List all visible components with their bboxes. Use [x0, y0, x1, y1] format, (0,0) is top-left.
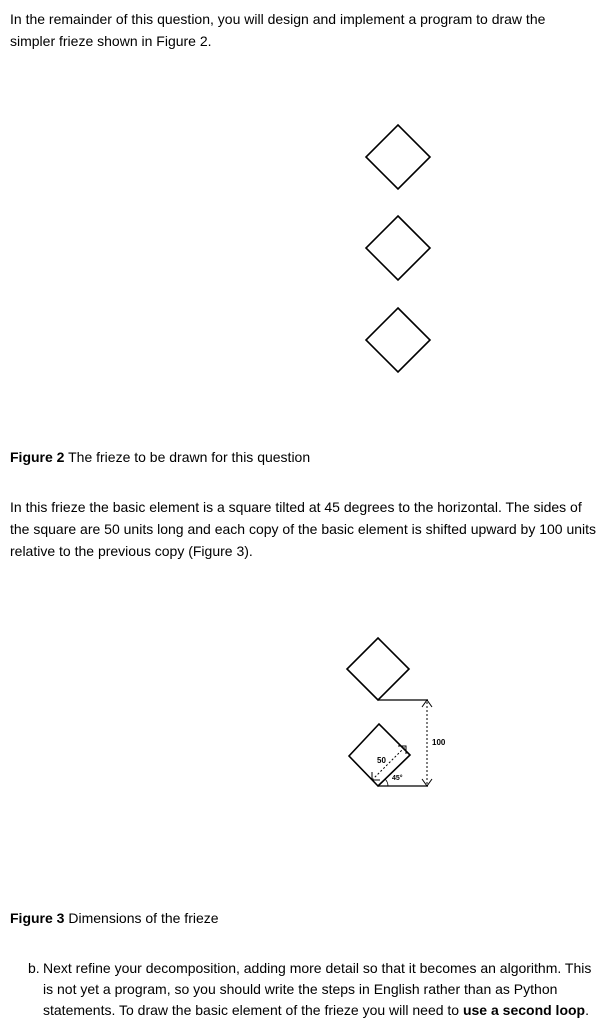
figure-3-dimensions: [330, 620, 480, 800]
figure-2-caption-text: The frieze to be drawn for this question: [64, 449, 311, 465]
shift-distance-label: 100: [432, 738, 446, 747]
frieze-diamond-top: [366, 125, 430, 189]
figure-2-caption: [10, 447, 310, 467]
angle-label: 45°: [392, 775, 403, 782]
part-b-text-main: Next refine your decomposition, adding more detail so that it becomes an algorithm. This is not yet a program, so you should write the steps in English rather than as Python statements. To draw the basic element of the frieze you will need to: [43, 960, 592, 1018]
figure-2-caption-label: Figure 2: [10, 449, 65, 465]
figure-3-caption-label: Figure 3: [10, 910, 65, 926]
frieze-diamond-bottom: [366, 308, 430, 372]
intro-paragraph: In the remainder of this question, you will design and implement a program to draw the simpler frieze shown in Figure 2.: [10, 11, 546, 49]
list-marker: b.: [28, 960, 40, 976]
figure-3-caption: [10, 908, 219, 928]
question-part-b-text: [43, 958, 598, 1021]
question-part-b: [28, 958, 598, 1021]
figure-2-frieze: [340, 110, 460, 390]
figure-3-caption-text: Dimensions of the frieze: [64, 910, 219, 926]
dimension-diamond-upper: [347, 638, 409, 700]
part-b-text-end: .: [585, 1002, 589, 1018]
frieze-diamond-middle: [366, 216, 430, 280]
angle-arc: [385, 779, 388, 786]
part-b-emphasis: use a second loop: [462, 1002, 586, 1018]
side-length-label: 50: [377, 756, 386, 765]
frieze-description-paragraph: In this frieze the basic element is a square tilted at 45 degrees to the horizontal. The sides of the square are 50 units long and each copy of the basic element is shifted upward by 100 units relative to the previous copy (Figure 3).: [10, 499, 597, 559]
